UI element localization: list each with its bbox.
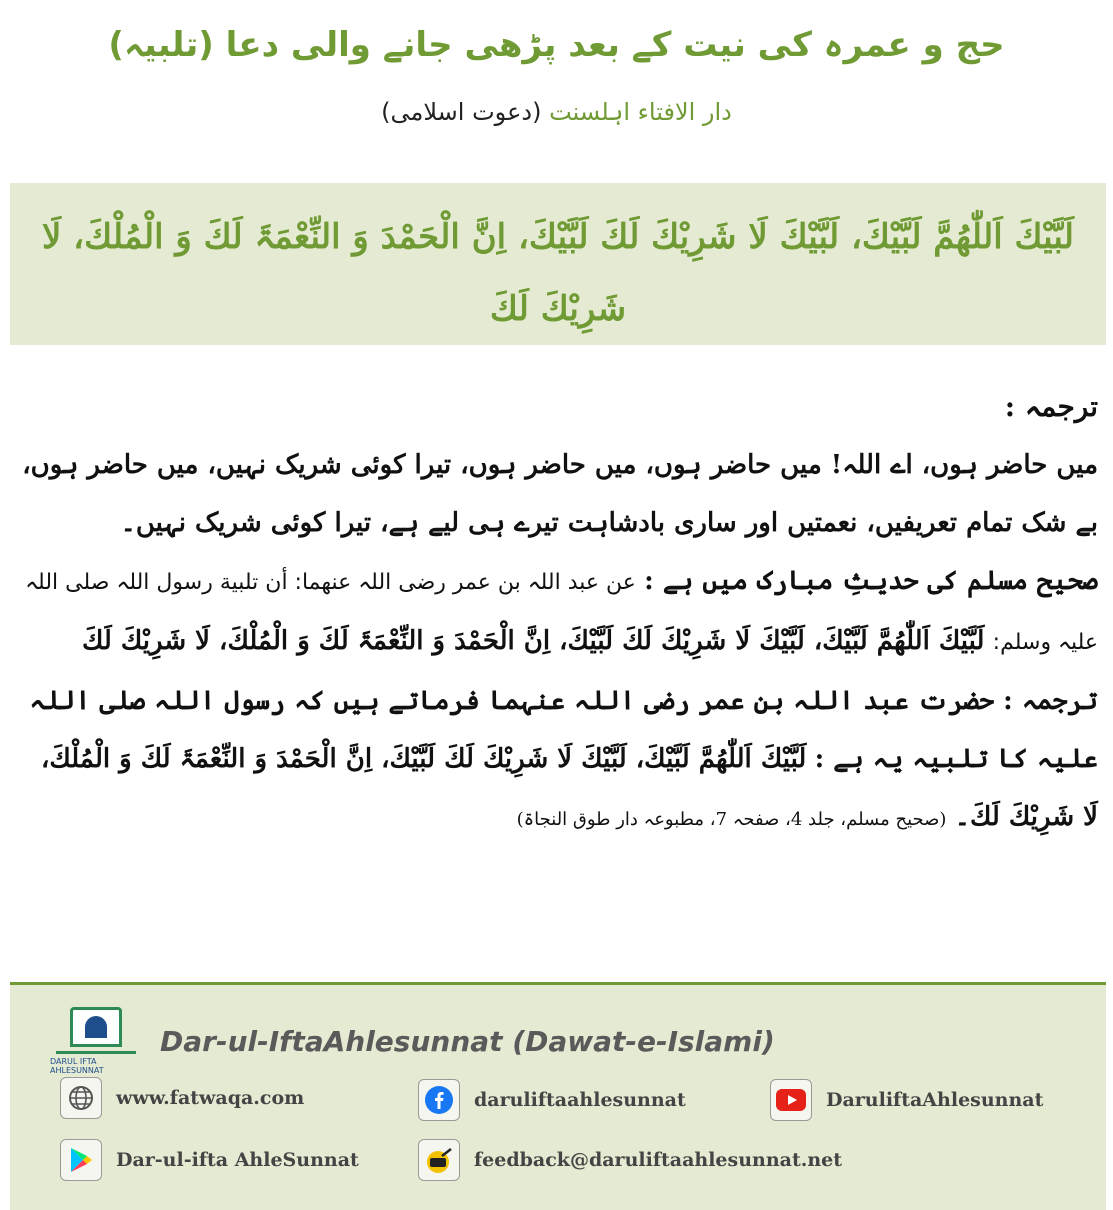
hadith-intro: صحیح مسلم کی حدیثِ مبارک میں ہے : — [644, 566, 1098, 596]
hadith-talbiyah: لَبَّیْكَ اَللّٰھُمَّ لَبَّیْكَ، لَبَّیْكَ لَا شَرِیْكَ لَكَ لَبَّیْكَ، اِنَّ الْحَمْدَ وَ النِّعْمَۃَ لَكَ وَ الْمُلْكَ، لَا شَرِیْكَ لَكَ — [81, 626, 985, 656]
website-link[interactable] — [60, 1077, 304, 1119]
talbiyah-text: لَبَّیْكَ اَللّٰھُمَّ لَبَّیْكَ، لَبَّیْكَ لَا شَرِیْكَ لَكَ لَبَّیْكَ، اِنَّ الْحَمْدَ وَ النِّعْمَۃَ لَكَ وَ الْمُلْكَ، لَا شَرِیْكَ لَكَ — [41, 217, 1075, 329]
youtube-icon — [770, 1079, 812, 1121]
footer — [10, 982, 1106, 1210]
book-icon — [70, 1007, 122, 1047]
subtitle-main: دار الافتاء اہلسنت — [549, 98, 732, 126]
facebook-label[interactable]: daruliftaahlesunnat — [474, 1089, 686, 1111]
feedback-icon — [418, 1139, 460, 1181]
playstore-link[interactable] — [60, 1139, 359, 1181]
brand-name: Dar-ul-IftaAhlesunnat (Dawat-e-Islami) — [160, 1024, 775, 1058]
talbiyah-panel — [10, 183, 1106, 345]
hadith-translation-talbiyah: لَبَّیْكَ اَللّٰھُمَّ لَبَّیْكَ، لَبَّیْكَ لَا شَرِیْكَ لَكَ لَبَّیْكَ، اِنَّ الْحَمْدَ وَ النِّعْمَۃَ لَكَ وَ الْمُلْكَ، لَا شَرِیْكَ لَكَ۔ — [41, 744, 1098, 832]
play-store-icon — [60, 1139, 102, 1181]
page-subtitle — [0, 98, 1113, 126]
page-title: حج و عمرہ کی نیت کے بعد پڑھی جانے والی دعا (تلبیہ) — [108, 25, 1005, 65]
youtube-link[interactable] — [770, 1079, 1043, 1121]
email-label[interactable]: feedback@daruliftaahlesunnat.net — [474, 1149, 843, 1171]
website-label[interactable]: www.fatwaqa.com — [116, 1087, 305, 1109]
subtitle-paren: (دعوت اسلامی) — [381, 98, 542, 126]
logo-divider — [56, 1051, 136, 1054]
hadith-paragraph — [18, 552, 1098, 849]
email-link[interactable] — [418, 1139, 842, 1181]
hadith-translation: ترجمہ : حضرت عبد اللہ بن عمر رضی اللہ عنہما فرماتے ہیں کہ رسول اللہ صلی اللہ علیہ کا تلبیہ یہ ہے : — [29, 686, 1098, 774]
globe-icon — [60, 1077, 102, 1119]
logo — [50, 1007, 142, 1075]
translation-text: میں حاضر ہوں، اے اللہ! میں حاضر ہوں، میں حاضر ہوں، تیرا کوئی شریک نہیں، میں حاضر ہوں، بے شک تمام تعریفیں، نعمتیں اور ساری بادشاہت تیرے ہی لیے ہے، تیرا کوئی شریک نہیں۔ — [22, 450, 1098, 538]
youtube-label[interactable]: DaruliftaAhlesunnat — [826, 1089, 1044, 1111]
brand-row — [50, 1007, 775, 1075]
playstore-label[interactable]: Dar-ul-ifta AhleSunnat — [116, 1149, 359, 1171]
facebook-icon — [418, 1079, 460, 1121]
translation-heading: ترجمہ : — [1004, 390, 1098, 423]
article-body — [18, 378, 1098, 849]
logo-caption: DARUL IFTA AHLESUNNAT — [50, 1057, 104, 1075]
hadith-arabic: عن عبد اللہ بن عمر رضی اللہ عنھما: أن تلبیة رسول اللہ صلی اللہ علیہ وسلم: — [25, 570, 1098, 655]
facebook-link[interactable] — [418, 1079, 686, 1121]
reference: (صحیح مسلم، جلد 4، صفحہ 7، مطبوعہ دار طوق النجاۃ) — [516, 809, 947, 830]
